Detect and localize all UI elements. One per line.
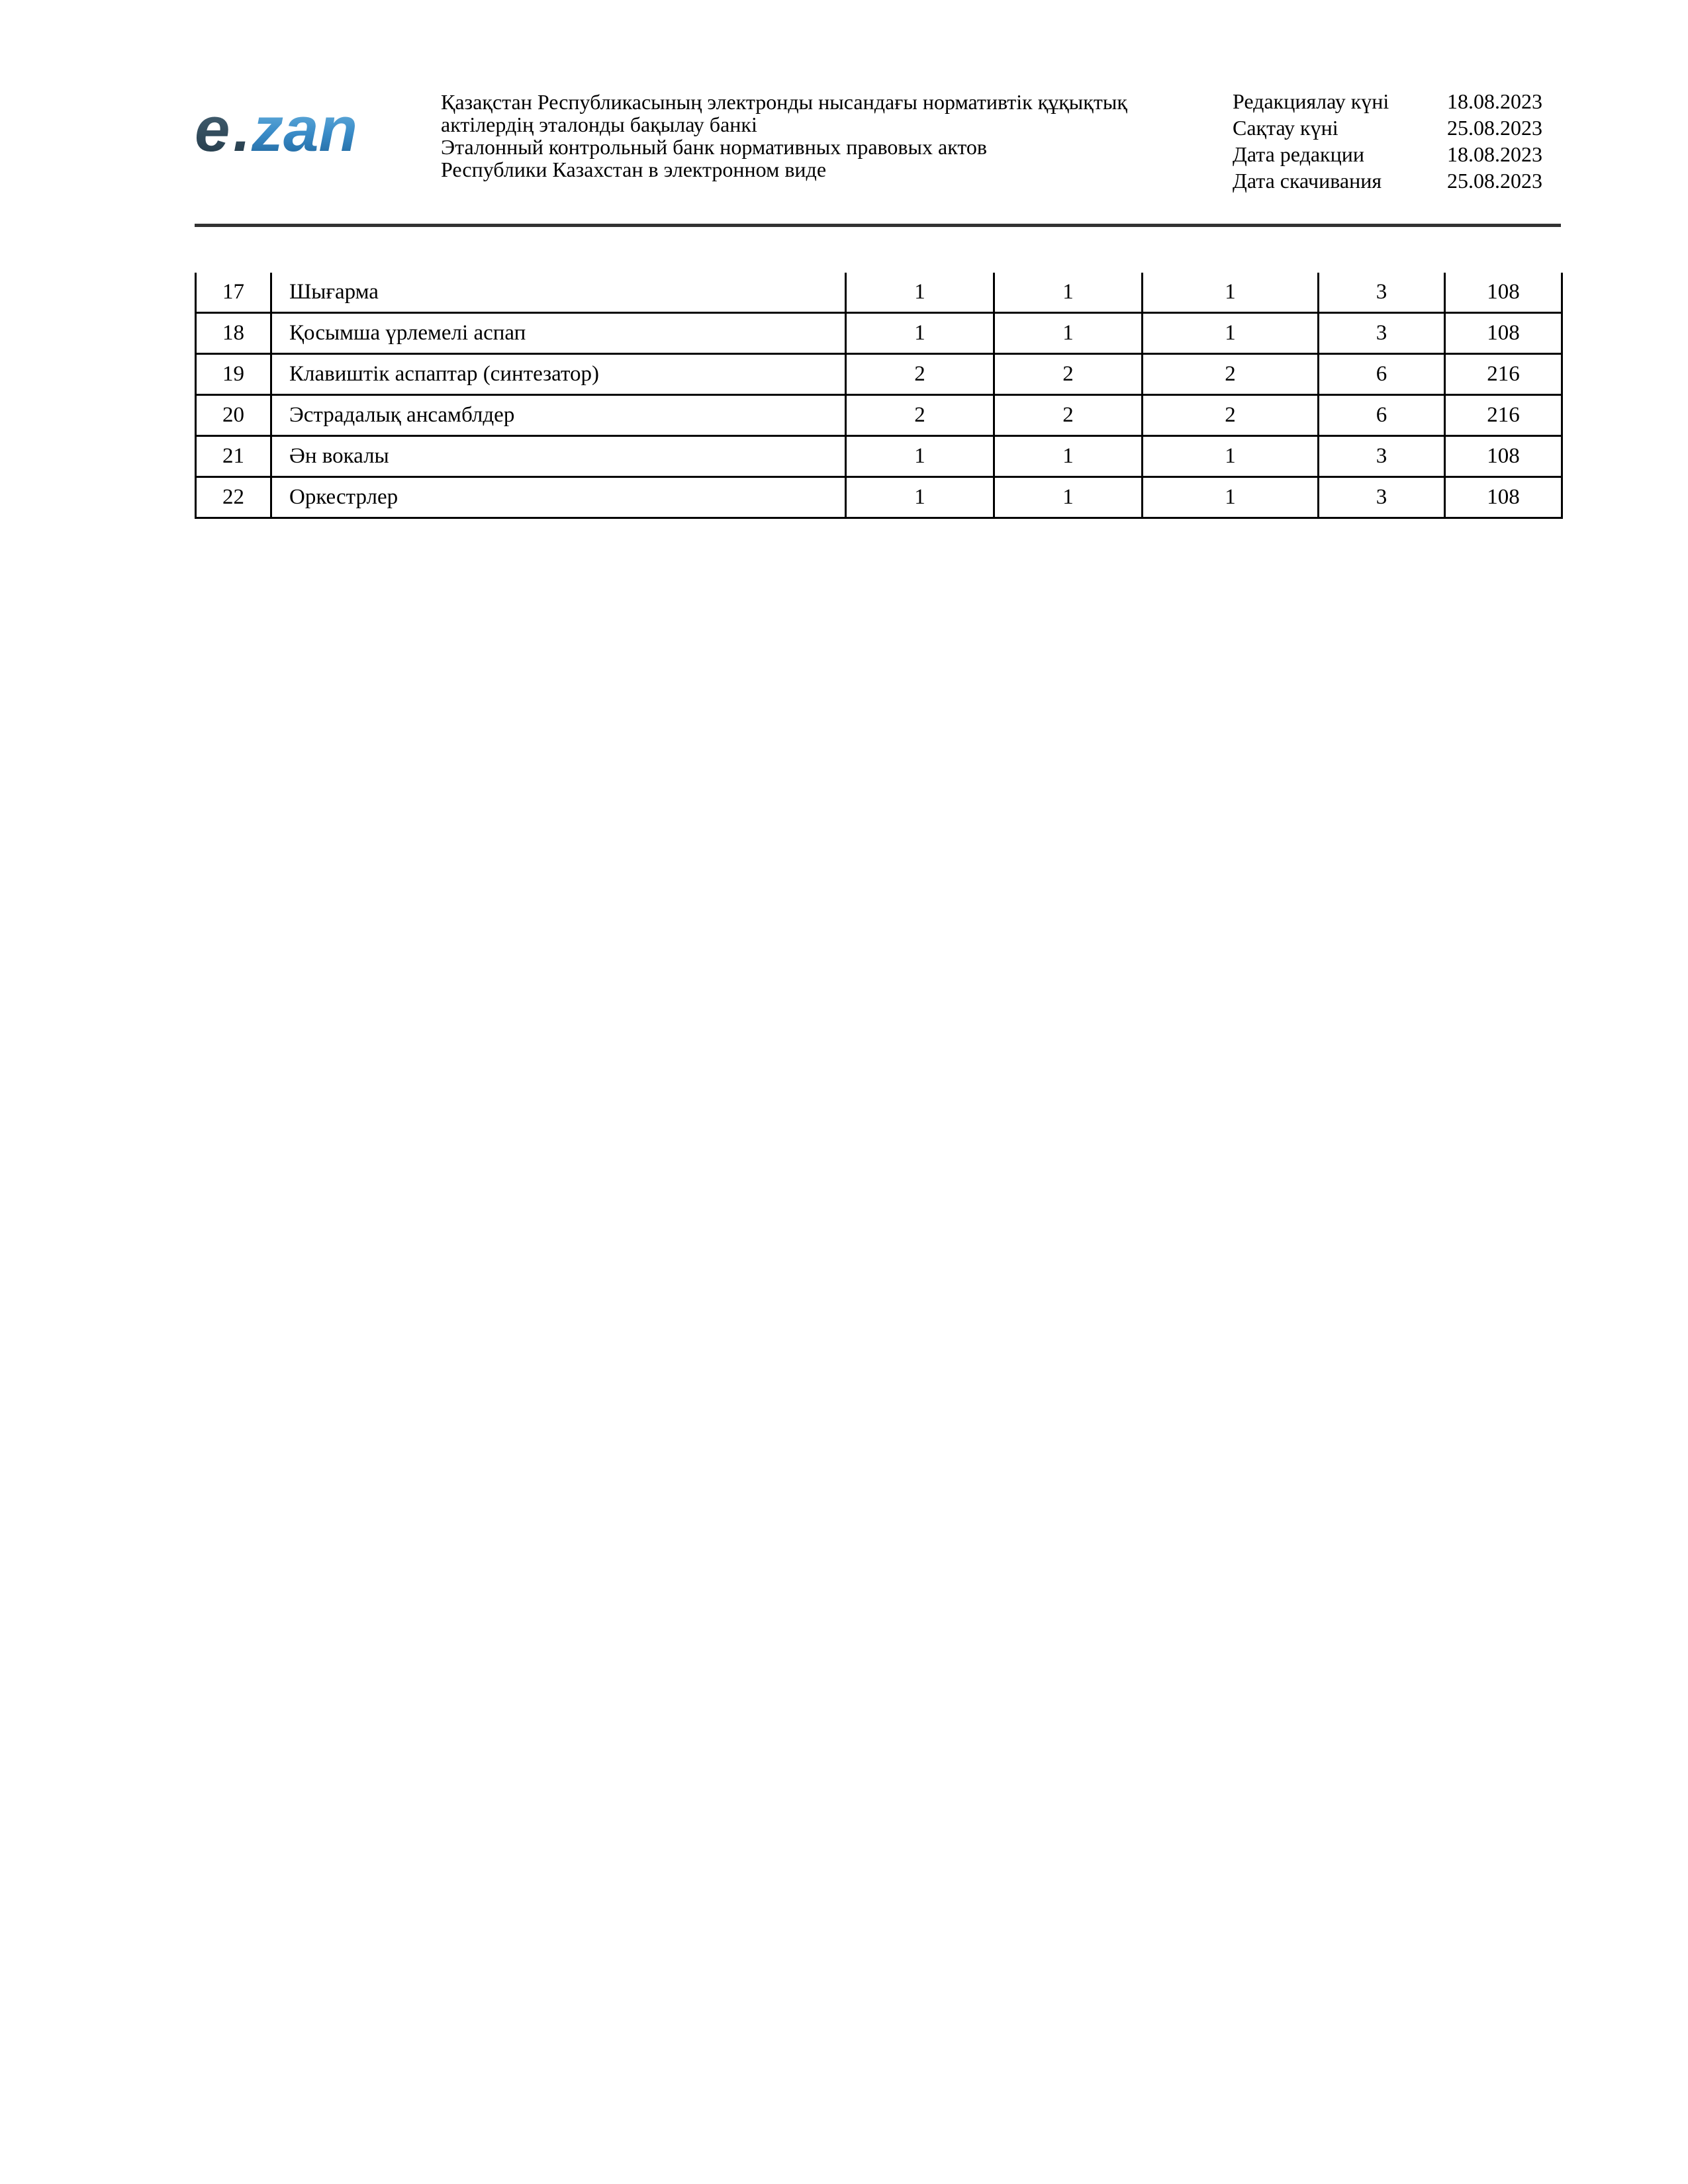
table-cell: 108: [1445, 273, 1562, 313]
subject-name: Клавиштік аспаптар (синтезатор): [271, 354, 846, 395]
table-cell: 216: [1445, 354, 1562, 395]
table-cell: 2: [994, 395, 1143, 436]
logo-zan: zan: [252, 99, 358, 165]
table-cell: 1: [846, 273, 994, 313]
table-cell: 1: [846, 436, 994, 477]
subject-name: Қосымша үрлемелі аспап: [271, 313, 846, 354]
meta-value: 25.08.2023: [1447, 116, 1542, 140]
table-cell: 1: [1143, 313, 1319, 354]
table-row: [196, 436, 1562, 477]
table-cell: 3: [1319, 273, 1445, 313]
header-line: актілердің эталонды бақылау банкі: [441, 113, 757, 136]
table-cell: 1: [994, 313, 1143, 354]
row-number: 17: [196, 273, 271, 313]
meta-value: 25.08.2023: [1447, 169, 1542, 193]
table-row: [196, 313, 1562, 354]
table-cell: 1: [994, 477, 1143, 518]
meta-label: Сақтау күні: [1233, 116, 1338, 140]
logo-dot: .: [233, 99, 251, 165]
table-cell: 3: [1319, 477, 1445, 518]
table-row: [196, 273, 1562, 313]
row-number: 20: [196, 395, 271, 436]
table-cell: 1: [846, 313, 994, 354]
subject-name: Ән вокалы: [271, 436, 846, 477]
table-cell: 1: [846, 477, 994, 518]
meta-label: Дата скачивания: [1233, 169, 1382, 193]
table-cell: 1: [1143, 436, 1319, 477]
table-row: [196, 354, 1562, 395]
table-cell: 6: [1319, 395, 1445, 436]
table-cell: 1: [1143, 477, 1319, 518]
table-cell: 1: [994, 436, 1143, 477]
table-cell: 2: [1143, 354, 1319, 395]
meta-label: Редакциялау күні: [1233, 89, 1389, 113]
meta-row-download-date-ru: [1233, 167, 1553, 194]
subject-name: Эстрадалық ансамблдер: [271, 395, 846, 436]
ezan-logo: [195, 99, 393, 165]
row-number: 21: [196, 436, 271, 477]
row-number: 22: [196, 477, 271, 518]
header-divider: [195, 224, 1561, 227]
table-cell: 1: [1143, 273, 1319, 313]
header-line: Қазақстан Республикасының электронды нысандағы нормативтік құқықтық: [441, 90, 1127, 114]
row-number: 19: [196, 354, 271, 395]
meta-row-edit-date-kz: [1233, 88, 1553, 114]
subject-name: Оркестрлер: [271, 477, 846, 518]
header-line: Республики Казахстан в электронном виде: [441, 158, 827, 181]
table-cell: 108: [1445, 436, 1562, 477]
table-cell: 216: [1445, 395, 1562, 436]
ezan-logo-graphic: [195, 99, 393, 165]
meta-row-save-date-kz: [1233, 114, 1553, 141]
table-cell: 2: [846, 395, 994, 436]
row-number: 18: [196, 313, 271, 354]
table-cell: 108: [1445, 477, 1562, 518]
subjects-table: [195, 273, 1561, 519]
table-cell: 1: [994, 273, 1143, 313]
meta-label: Дата редакции: [1233, 142, 1364, 166]
table-row: [196, 395, 1562, 436]
table-cell: 2: [846, 354, 994, 395]
header-line: Эталонный контрольный банк нормативных правовых актов: [441, 135, 988, 159]
subject-name: Шығарма: [271, 273, 846, 313]
header-title: [441, 91, 1202, 181]
meta-row-edit-date-ru: [1233, 141, 1553, 167]
table-cell: 3: [1319, 313, 1445, 354]
header-dates: [1233, 88, 1553, 194]
table-row: [196, 477, 1562, 518]
table-cell: 6: [1319, 354, 1445, 395]
table-cell: 2: [994, 354, 1143, 395]
meta-value: 18.08.2023: [1447, 142, 1542, 166]
meta-value: 18.08.2023: [1447, 89, 1542, 113]
table-cell: 3: [1319, 436, 1445, 477]
table-cell: 2: [1143, 395, 1319, 436]
table-cell: 108: [1445, 313, 1562, 354]
logo-e: e: [195, 99, 230, 165]
